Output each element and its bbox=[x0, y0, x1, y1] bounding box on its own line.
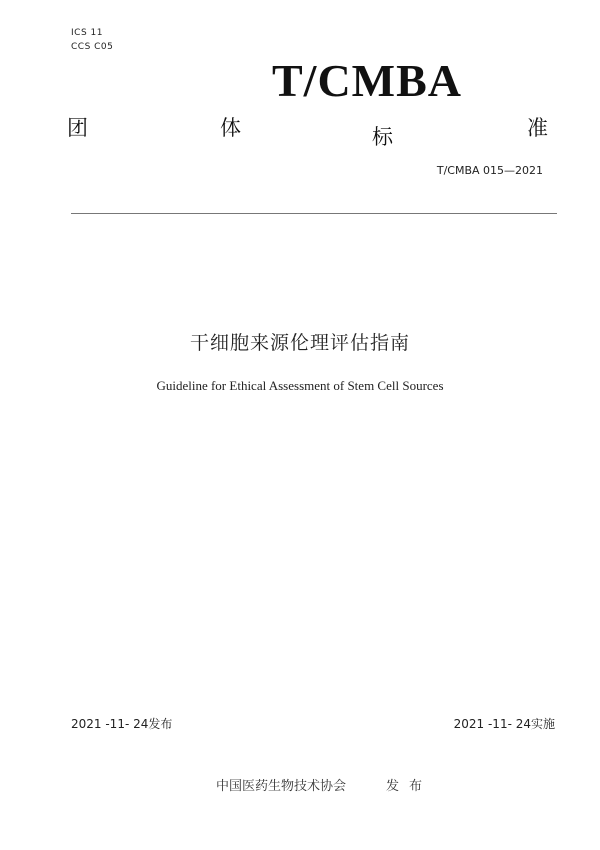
standard-category-char-4: 准 bbox=[527, 116, 548, 140]
ics-code: ICS 11 bbox=[71, 28, 103, 38]
standard-logo: T/CMBA bbox=[272, 55, 462, 106]
standard-number: T/CMBA 015—2021 bbox=[436, 164, 543, 177]
standard-category-char-1: 团 bbox=[67, 116, 88, 140]
standard-category-char-2: 体 bbox=[220, 116, 241, 140]
ccs-code: CCS C05 bbox=[71, 42, 114, 52]
header-divider bbox=[71, 213, 557, 214]
document-title-english: Guideline for Ethical Assessment of Stem Cell Sources bbox=[156, 378, 444, 393]
standard-category-char-3: 标 bbox=[372, 125, 393, 149]
publish-label: 发布 bbox=[386, 779, 433, 794]
publisher-name: 中国医药生物技术协会 bbox=[216, 779, 347, 794]
implement-date: 2021 -11- 24实施 bbox=[453, 717, 555, 731]
publish-date: 2021 -11- 24发布 bbox=[71, 717, 173, 731]
document-title-chinese: 干细胞来源伦理评估指南 bbox=[189, 332, 410, 354]
